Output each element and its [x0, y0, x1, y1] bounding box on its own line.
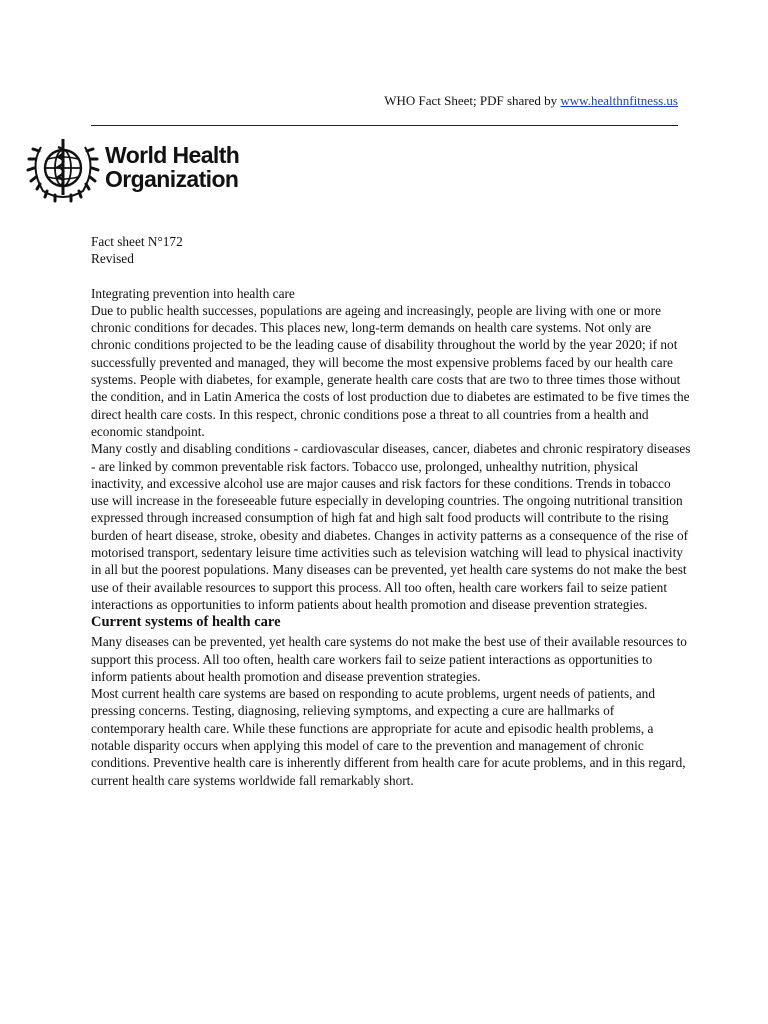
source-note: [0, 93, 678, 109]
who-emblem-icon: [25, 133, 101, 203]
intro-title: Integrating prevention into health care: [91, 285, 295, 301]
source-note-prefix: WHO Fact Sheet; PDF shared by: [384, 93, 561, 108]
who-logo: [25, 133, 255, 203]
organization-name: [105, 143, 239, 191]
fact-sheet-number: Fact sheet N°172: [91, 234, 183, 249]
organization-name-line2: Organization: [105, 166, 239, 192]
section-paragraph-1: Many diseases can be prevented, yet health care systems do not make the best use of their available resources to support this process. All too often, health care workers fail to seize patient interactions as opportunities to inform patients about health promotion and disease prevention strategies.: [91, 634, 687, 684]
organization-name-line1: World Health: [105, 142, 240, 168]
fact-sheet-status: Revised: [91, 251, 134, 267]
document-body: [91, 233, 691, 789]
section-heading: Current systems of health care: [91, 614, 281, 631]
header-divider: [91, 125, 678, 126]
intro-paragraph-2: Many costly and disabling conditions - cardiovascular diseases, cancer, diabetes and chronic respiratory diseases - are linked by common preventable risk factors. Tobacco use, prolonged, unhealthy nutrition, physical inactivity, and excessive alcohol use are major causes and risk factors for these conditions. Trends in tobacco use will increase in the foreseeable future especially in developing countries. The ongoing nutritional transition expressed through increased consumption of high fat and high salt food products will contribute to the rising burden of heart disease, stroke, obesity and diabetes. Changes in activity patterns as a consequence of the rise of motorised transport, sedentary leisure time activities such as television watching will lead to physical inactivity in all but the poorest populations. Many diseases can be prevented, yet health care systems do not make the best use of their available resources to support this process. All too often, health care workers fail to seize patient interactions as opportunities to inform patients about health promotion and disease prevention strategies.: [91, 441, 691, 612]
spacer: [91, 268, 691, 285]
source-link[interactable]: www.healthnfitness.us: [560, 93, 678, 108]
section-paragraph-2: Most current health care systems are based on responding to acute problems, urgent needs of patients, and pressing concerns. Testing, diagnosing, relieving symptoms, and expecting a cure are hallmarks of contemporary health care. While these functions are appropriate for acute and episodic health problems, a notable disparity occurs when applying this model of care to the prevention and management of chronic conditions. Preventive health care is inherently different from health care for acute problems, and in this regard, current health care systems worldwide fall remarkably short.: [91, 686, 686, 788]
intro-paragraph-1: Due to public health successes, populations are ageing and increasingly, people are living with one or more chronic conditions for decades. This places new, long-term demands on health care systems. Not only are chronic conditions projected to be the leading cause of disability throughout the world by the year 2020; if not successfully prevented and managed, they will become the most expensive problems faced by our health care systems. People with diabetes, for example, generate health care costs that are two to three times those without the condition, and in Latin America the costs of lost production due to diabetes are estimated to be five times the direct health care costs. In this respect, chronic conditions pose a threat to all countries from a health and economic standpoint.: [91, 302, 690, 439]
